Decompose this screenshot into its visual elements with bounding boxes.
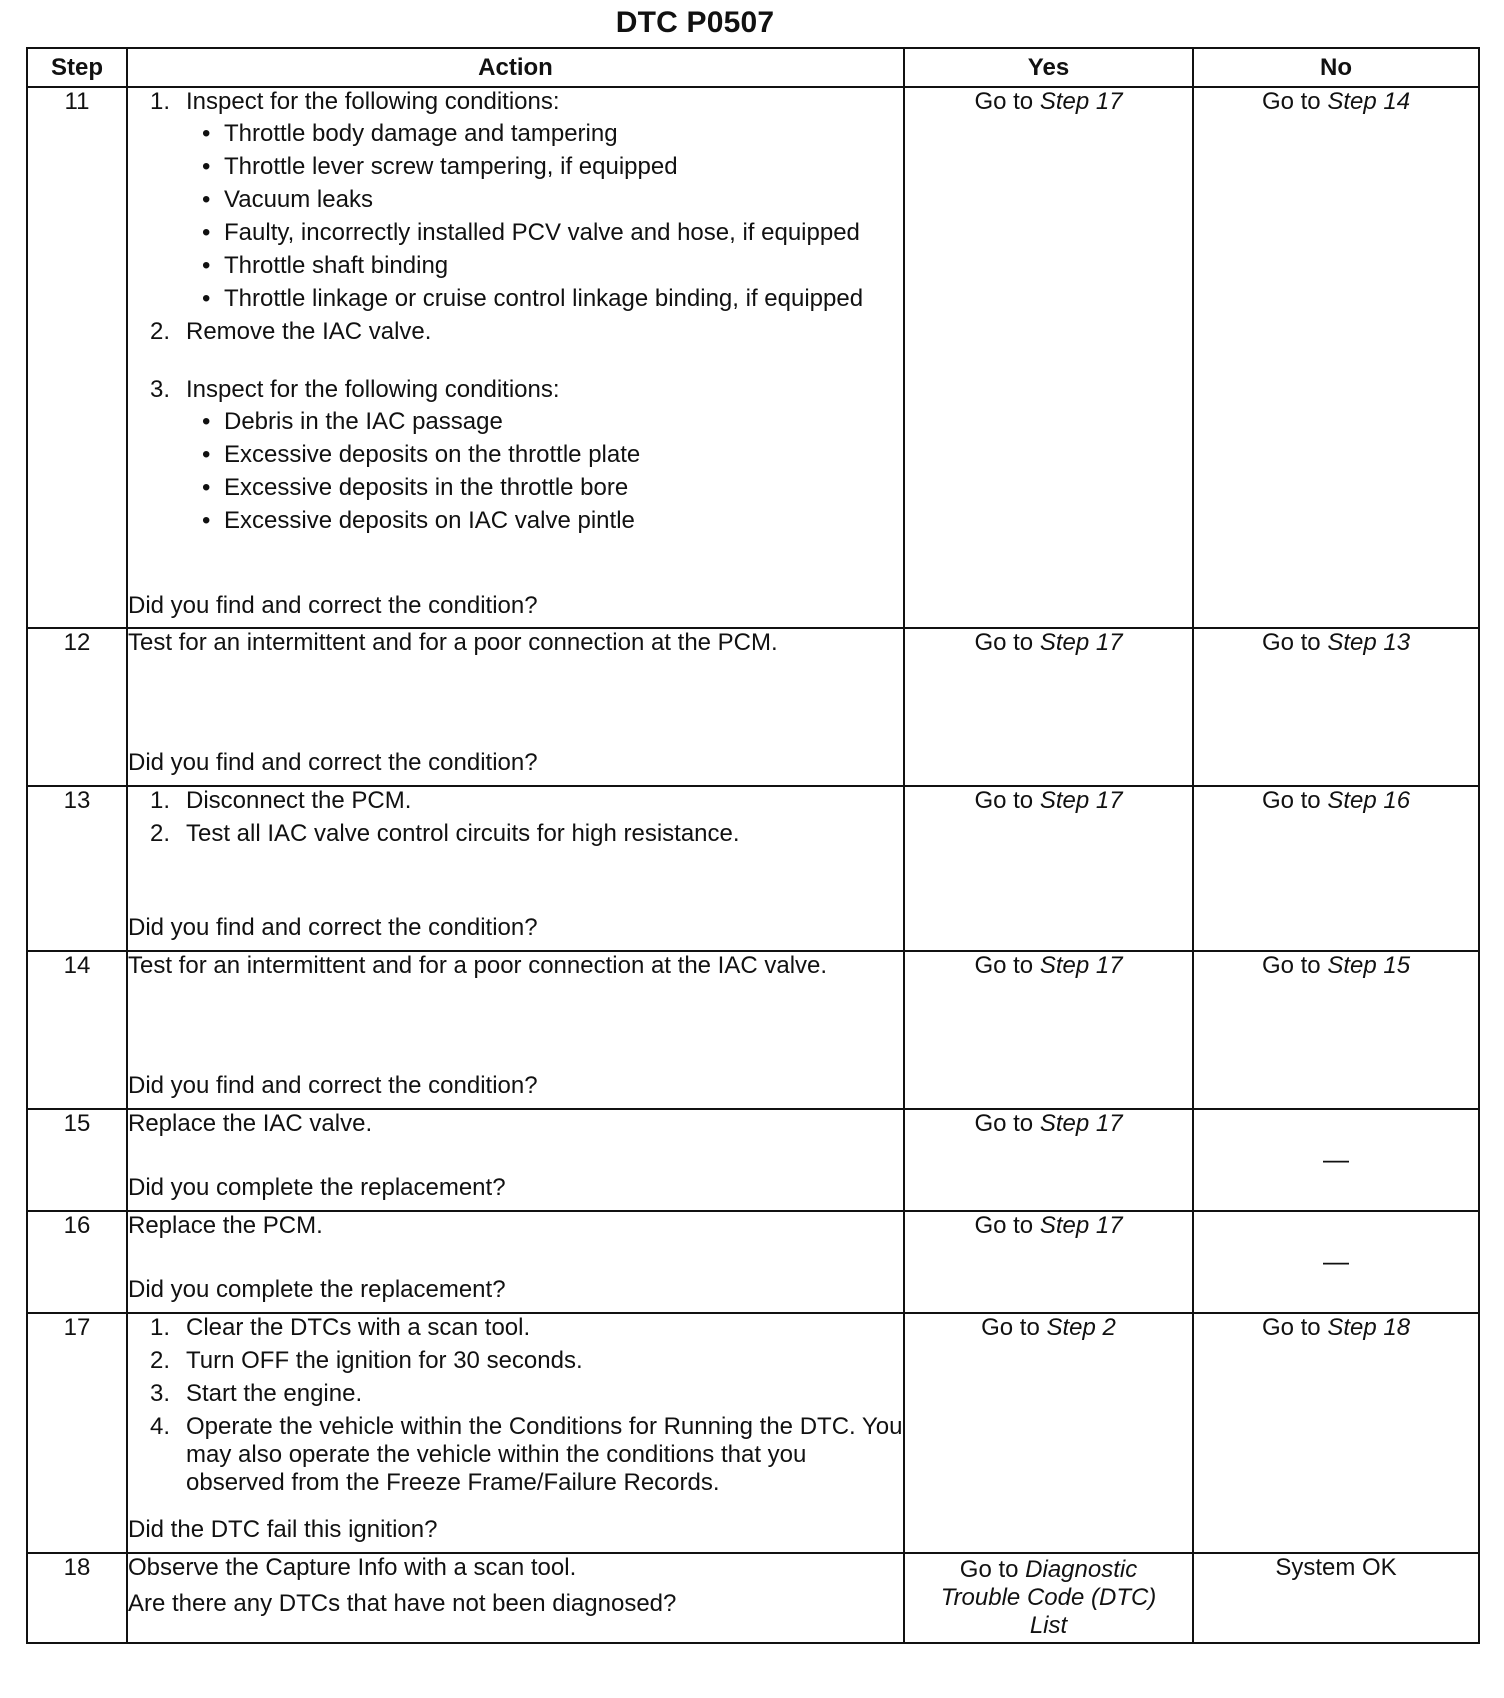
- no-cell: [1193, 1211, 1479, 1313]
- yes-cell: Go to Step 17: [904, 87, 1193, 628]
- step-number: 13: [27, 786, 127, 951]
- action-cell: [127, 1109, 904, 1211]
- table-row: [27, 87, 1479, 628]
- table-row: [27, 1553, 1479, 1643]
- step-link: Step 17: [1039, 952, 1123, 979]
- bullet-item: • Excessive deposits in the throttle bore: [202, 474, 629, 501]
- no-dash: —: [1323, 1144, 1349, 1174]
- action-step: 2. Turn OFF the ignition for 30 seconds.: [150, 1347, 583, 1374]
- header-row: [27, 48, 1479, 87]
- yes-cell: Go to Step 17: [904, 628, 1193, 786]
- action-step: 1. Inspect for the following conditions: • Throttle body damage and tampering • Throttle lever screw tampering, if equipped • Vacuum leaks • Faulty, incorrectly installed PCV valve and hose, if equipped • Throttle shaft binding • Throttle linkage or cruise control linkage binding, if equipped: [128, 88, 903, 313]
- no-cell: Go to Step 16: [1193, 786, 1479, 951]
- diagnostic-table: [26, 47, 1480, 1644]
- action-question: Are there any DTCs that have not been diagnosed?: [128, 1590, 677, 1617]
- action-step: 1. Clear the DTCs with a scan tool.: [150, 1314, 531, 1341]
- no-cell: Go to Step 18: [1193, 1313, 1479, 1553]
- action-question: Did you find and correct the condition?: [128, 1072, 538, 1099]
- action-cell: [127, 786, 904, 951]
- header-no: No: [1193, 48, 1479, 87]
- step-number: 16: [27, 1211, 127, 1313]
- table-row: [27, 1211, 1479, 1313]
- table-row: [27, 628, 1479, 786]
- no-cell: [1193, 1553, 1479, 1643]
- yes-cell: Go to Step 17: [904, 786, 1193, 951]
- no-cell: Go to Step 13: [1193, 628, 1479, 786]
- bullet-item: • Faulty, incorrectly installed PCV valve and hose, if equipped: [202, 219, 860, 246]
- bullet-item: • Throttle linkage or cruise control linkage binding, if equipped: [202, 285, 864, 312]
- step-link: Step 15: [1327, 952, 1411, 979]
- action-cell: [127, 1211, 904, 1313]
- action-question: Did the DTC fail this ignition?: [128, 1516, 438, 1543]
- bullet-item: • Throttle body damage and tampering: [202, 120, 618, 147]
- no-cell: Go to Step 15: [1193, 951, 1479, 1109]
- step-link: Step 16: [1327, 787, 1411, 814]
- action-text: Replace the PCM.: [128, 1212, 323, 1239]
- yes-cell: Go to Step 17: [904, 1109, 1193, 1211]
- yes-cell: Go to Diagnostic Trouble Code (DTC) List: [904, 1553, 1193, 1643]
- action-cell: [127, 951, 904, 1109]
- action-question: Did you complete the replacement?: [128, 1276, 506, 1303]
- yes-cell: Go to Step 17: [904, 1211, 1193, 1313]
- no-dash: —: [1323, 1246, 1349, 1276]
- bullet-item: • Debris in the IAC passage: [202, 408, 503, 435]
- step-number: 18: [27, 1553, 127, 1643]
- header-action: Action: [127, 48, 904, 87]
- table-row: [27, 786, 1479, 951]
- action-step: 2. Test all IAC valve control circuits for high resistance.: [150, 820, 740, 847]
- action-question: Did you find and correct the condition?: [128, 592, 538, 619]
- step-link: Step 17: [1039, 88, 1123, 115]
- page-title: DTC P0507: [615, 6, 775, 39]
- action-text: Test for an intermittent and for a poor connection at the IAC valve.: [128, 952, 828, 979]
- table-row: [27, 1313, 1479, 1553]
- step-number: 15: [27, 1109, 127, 1211]
- step-link: Step 17: [1039, 629, 1123, 656]
- step-link: Diagnostic Trouble Code (DTC) List: [940, 1556, 1157, 1639]
- bullet-item: • Vacuum leaks: [202, 186, 373, 213]
- bullet-item: • Excessive deposits on the throttle plate: [202, 441, 641, 468]
- bullet-item: • Throttle lever screw tampering, if equipped: [202, 153, 678, 180]
- step-link: Step 2: [1046, 1314, 1116, 1341]
- step-number: 17: [27, 1313, 127, 1553]
- action-question: Did you complete the replacement?: [128, 1174, 506, 1201]
- step-link: Step 17: [1039, 787, 1123, 814]
- step-number: 14: [27, 951, 127, 1109]
- action-cell: [127, 1313, 904, 1553]
- action-question: Did you find and correct the condition?: [128, 914, 538, 941]
- action-cell: [127, 87, 904, 628]
- action-cell: [127, 1553, 904, 1643]
- header-yes: Yes: [904, 48, 1193, 87]
- step-link: Step 17: [1039, 1110, 1123, 1137]
- action-text: Test for an intermittent and for a poor connection at the PCM.: [128, 629, 778, 656]
- header-step: Step: [27, 48, 127, 87]
- action-text: Observe the Capture Info with a scan tool.: [128, 1554, 577, 1581]
- step-link: Step 13: [1327, 629, 1411, 656]
- table-row: [27, 951, 1479, 1109]
- no-cell: Go to Step 14: [1193, 87, 1479, 628]
- step-link: Step 17: [1039, 1212, 1123, 1239]
- system-ok-text: System OK: [1275, 1554, 1397, 1581]
- yes-cell: Go to Step 17: [904, 951, 1193, 1109]
- step-link: Step 18: [1327, 1314, 1411, 1341]
- no-cell: [1193, 1109, 1479, 1211]
- action-step: 3. Start the engine.: [150, 1380, 363, 1407]
- action-cell: [127, 628, 904, 786]
- action-step: 2. Remove the IAC valve.: [150, 318, 432, 345]
- bullet-item: • Throttle shaft binding: [202, 252, 449, 279]
- action-question: Did you find and correct the condition?: [128, 749, 538, 776]
- table-row: [27, 1109, 1479, 1211]
- yes-cell: Go to Step 2: [904, 1313, 1193, 1553]
- action-step: 4. Operate the vehicle within the Conditions for Running the DTC. You may also operate the vehicle within the conditions that you observed from the Freeze Frame/Failure Records.: [150, 1413, 903, 1496]
- step-link: Step 14: [1327, 88, 1411, 115]
- action-step: 1. Disconnect the PCM.: [150, 787, 412, 814]
- action-text: Replace the IAC valve.: [128, 1110, 373, 1137]
- bullet-item: • Excessive deposits on IAC valve pintle: [202, 507, 635, 534]
- step-number: 12: [27, 628, 127, 786]
- step-number: 11: [27, 87, 127, 628]
- action-step: 3. Inspect for the following conditions: • Debris in the IAC passage • Excessive deposits on the throttle plate • Excessive deposits in the throttle bore • Excessive deposits on IAC valve pintle: [128, 376, 903, 535]
